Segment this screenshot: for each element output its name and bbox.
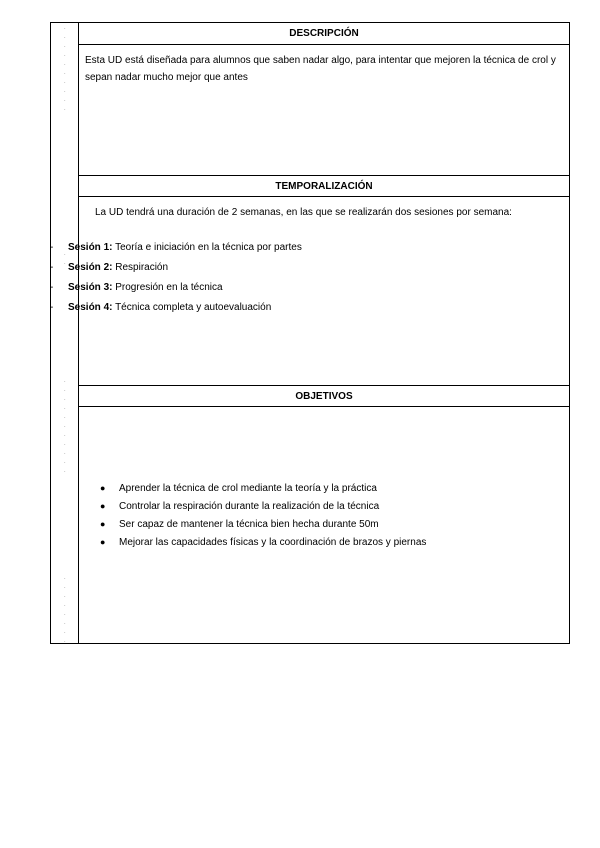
temporalizacion-header: TEMPORALIZACIÓN (79, 175, 569, 197)
list-item (50, 281, 302, 301)
dash-marker: - (50, 262, 54, 273)
margin-marks: · · · · · · · · (64, 576, 66, 645)
descripcion-header: DESCRIPCIÓN (79, 23, 569, 45)
session-label: Sesión 2: (68, 262, 113, 273)
session-label: Sesión 3: (68, 282, 113, 293)
session-list (50, 241, 302, 321)
dash-marker: - (50, 282, 54, 293)
list-item (50, 241, 302, 261)
objective-text: Ser capaz de mantener la técnica bien hecha durante 50m (119, 519, 379, 530)
objective-text: Aprender la técnica de crol mediante la teoría y la práctica (119, 483, 377, 494)
objective-text: Mejorar las capacidades físicas y la coordinación de brazos y piernas (119, 537, 427, 548)
margin-column (51, 23, 79, 643)
temporalizacion-intro: La UD tendrá una duración de 2 semanas, en las que se realizarán dos sesiones por semana: (95, 207, 512, 218)
dash-marker: - (50, 302, 54, 313)
descripcion-body: Esta UD está diseñada para alumnos que saben nadar algo, para intentar que mejoren la técnica de crol y sepan nadar mucho mejor que antes (85, 55, 556, 83)
session-text: Técnica completa y autoevaluación (112, 302, 272, 313)
session-text: Teoría e iniciación en la técnica por partes (112, 242, 302, 253)
bullet-icon: ● (100, 501, 106, 511)
list-item (100, 536, 426, 554)
margin-marks: · · · · · · · · · · · (64, 379, 66, 475)
session-text: Respiración (112, 262, 169, 273)
list-item (100, 482, 426, 500)
session-label: Sesión 1: (68, 242, 113, 253)
list-item (100, 518, 426, 536)
bullet-icon: ● (100, 519, 106, 529)
bullet-icon: ● (100, 537, 106, 547)
bullet-icon: ● (100, 483, 106, 493)
list-item (50, 261, 302, 281)
objective-text: Controlar la respiración durante la realización de la técnica (119, 501, 380, 512)
list-item (50, 301, 302, 321)
list-item (100, 500, 426, 518)
dash-marker: - (50, 242, 54, 253)
objetivos-header: OBJETIVOS (79, 385, 569, 407)
session-label: Sesión 4: (68, 302, 113, 313)
session-text: Progresión en la técnica (112, 282, 223, 293)
objectives-list (100, 482, 426, 554)
margin-marks: · · (64, 252, 66, 267)
margin-marks: · · · · · · · · · · (64, 26, 66, 113)
